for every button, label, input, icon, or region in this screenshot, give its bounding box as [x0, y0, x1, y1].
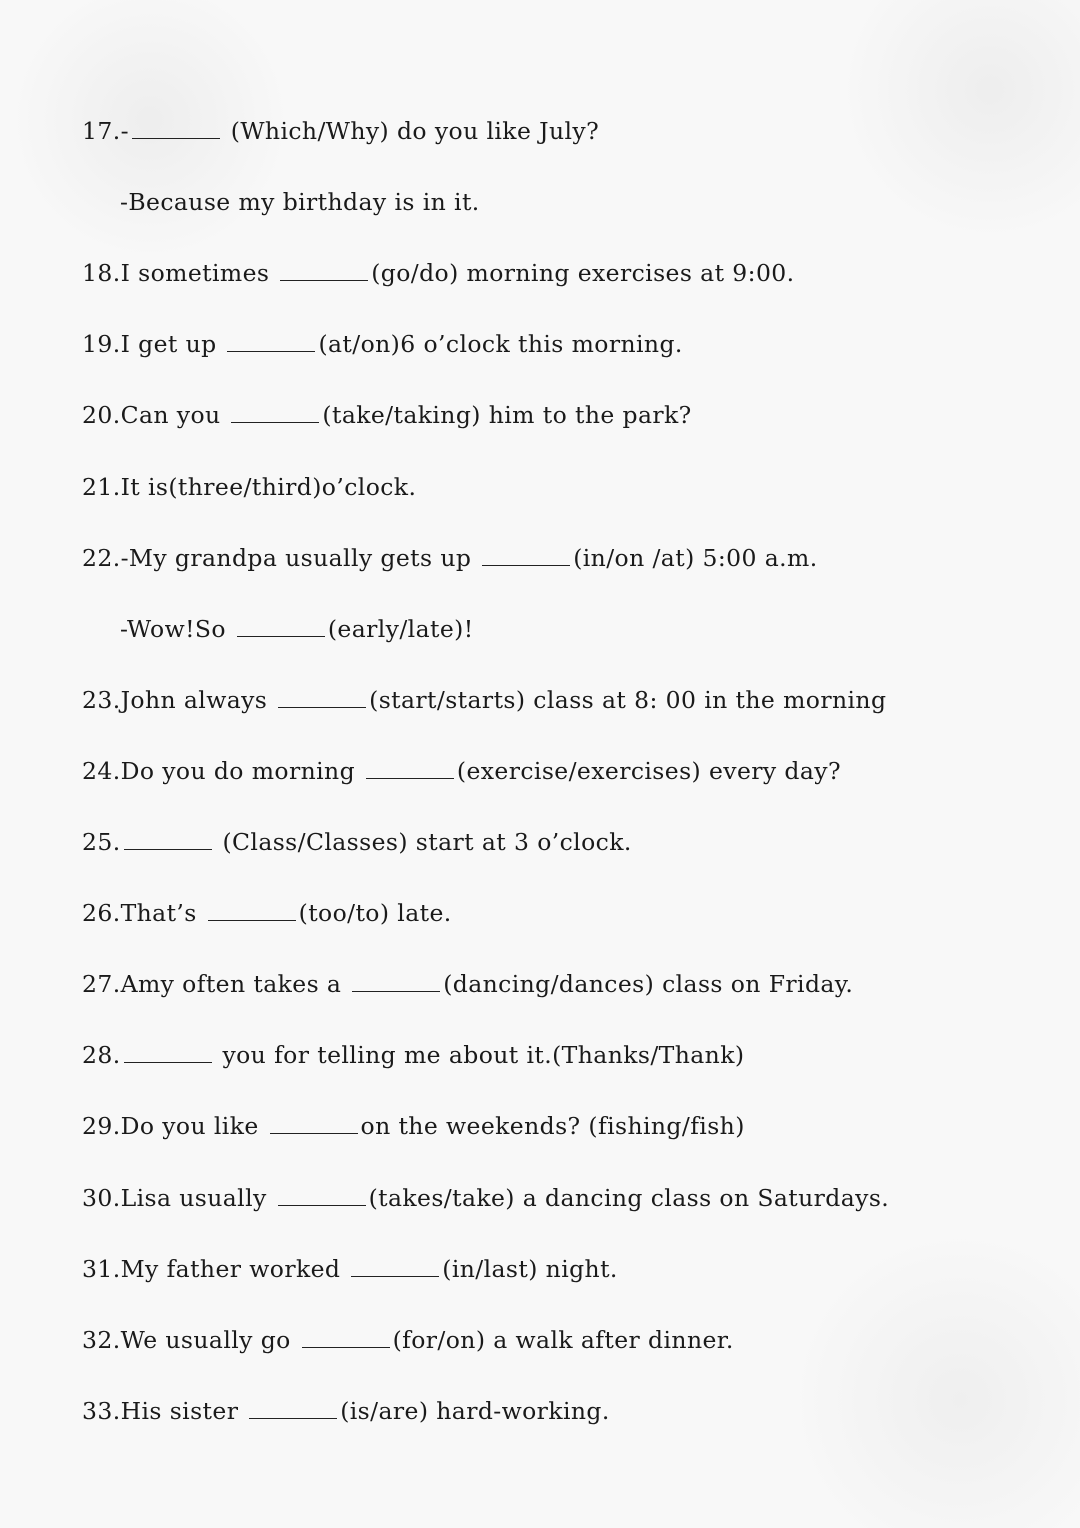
answer-blank[interactable]: [278, 687, 366, 708]
question-line-q18: [82, 256, 795, 290]
question-text-before-blank: 31.My father worked: [82, 1255, 349, 1283]
question-text-before-blank: -Wow!So: [120, 615, 234, 643]
question-line-q22b: [120, 612, 474, 646]
question-text-after-blank: (dancing/dances) class on Friday.: [443, 970, 854, 998]
question-text-after-blank: (in/on /at) 5:00 a.m.: [573, 544, 818, 572]
question-text-after-blank: (Class/Classes) start at 3 o’clock.: [214, 828, 632, 856]
answer-blank[interactable]: [227, 331, 315, 352]
question-text-after-blank: you for telling me about it.(Thanks/Thank): [214, 1041, 745, 1069]
answer-blank[interactable]: [124, 829, 212, 850]
question-line-q25: [82, 825, 632, 859]
answer-blank[interactable]: [208, 900, 296, 921]
answer-blank[interactable]: [249, 1398, 337, 1419]
question-text-before-blank: 17.-: [82, 117, 129, 145]
question-text-after-blank: (is/are) hard-working.: [340, 1397, 610, 1425]
question-text-before-blank: 29.Do you like: [82, 1112, 267, 1140]
question-text-before-blank: 28.: [82, 1041, 121, 1069]
question-text-before-blank: 33.His sister: [82, 1397, 247, 1425]
question-line-q26: [82, 896, 452, 930]
question-text-after-blank: (at/on)6 o’clock this morning.: [318, 330, 683, 358]
question-line-q22: [82, 541, 818, 575]
question-line-q23: [82, 683, 886, 717]
question-text-before-blank: 26.That’s: [82, 899, 205, 927]
question-text-before-blank: 21.It is(three/third)o’clock.: [82, 473, 417, 501]
question-line-q20: [82, 398, 692, 432]
question-text-before-blank: 22.-My grandpa usually gets up: [82, 544, 480, 572]
question-text-before-blank: -Because my birthday is in it.: [120, 188, 480, 216]
answer-blank[interactable]: [278, 1185, 366, 1206]
answer-blank[interactable]: [237, 616, 325, 637]
question-text-before-blank: 20.Can you: [82, 401, 229, 429]
question-text-before-blank: 23.John always: [82, 686, 276, 714]
question-line-q32: [82, 1323, 734, 1357]
answer-blank[interactable]: [482, 545, 570, 566]
question-line-q24: [82, 754, 841, 788]
question-text-after-blank: (takes/take) a dancing class on Saturdays.: [368, 1184, 890, 1212]
question-line-q21: [82, 470, 416, 504]
question-line-q17: [82, 114, 599, 148]
question-line-q28: [82, 1038, 744, 1072]
question-text-after-blank: (take/taking) him to the park?: [322, 401, 692, 429]
question-text-before-blank: 19.I get up: [82, 330, 225, 358]
question-line-q30: [82, 1181, 889, 1215]
question-text-before-blank: 25.: [82, 828, 121, 856]
question-text-after-blank: (early/late)!: [327, 615, 474, 643]
question-text-after-blank: on the weekends? (fishing/fish): [360, 1112, 745, 1140]
answer-blank[interactable]: [302, 1327, 390, 1348]
answer-blank[interactable]: [280, 260, 368, 281]
question-text-before-blank: 24.Do you do morning: [82, 757, 363, 785]
question-text-after-blank: (start/starts) class at 8: 00 in the morning: [369, 686, 887, 714]
question-text-after-blank: (for/on) a walk after dinner.: [392, 1326, 734, 1354]
question-line-q17b: [120, 185, 480, 219]
question-text-before-blank: 18.I sometimes: [82, 259, 278, 287]
question-line-q19: [82, 327, 683, 361]
question-text-after-blank: (Which/Why) do you like July?: [222, 117, 600, 145]
question-text-after-blank: (in/last) night.: [442, 1255, 618, 1283]
question-line-q29: [82, 1109, 745, 1143]
question-line-q31: [82, 1252, 618, 1286]
question-text-before-blank: 27.Amy often takes a: [82, 970, 350, 998]
answer-blank[interactable]: [351, 1256, 439, 1277]
question-text-before-blank: 32.We usually go: [82, 1326, 299, 1354]
question-line-q27: [82, 967, 853, 1001]
question-line-q33: [82, 1394, 610, 1428]
answer-blank[interactable]: [352, 971, 440, 992]
question-text-before-blank: 30.Lisa usually: [82, 1184, 275, 1212]
answer-blank[interactable]: [124, 1042, 212, 1063]
answer-blank[interactable]: [231, 402, 319, 423]
question-text-after-blank: (too/to) late.: [298, 899, 452, 927]
answer-blank[interactable]: [270, 1113, 358, 1134]
question-text-after-blank: (go/do) morning exercises at 9:00.: [371, 259, 795, 287]
answer-blank[interactable]: [132, 118, 220, 139]
answer-blank[interactable]: [366, 758, 454, 779]
question-text-after-blank: (exercise/exercises) every day?: [456, 757, 841, 785]
